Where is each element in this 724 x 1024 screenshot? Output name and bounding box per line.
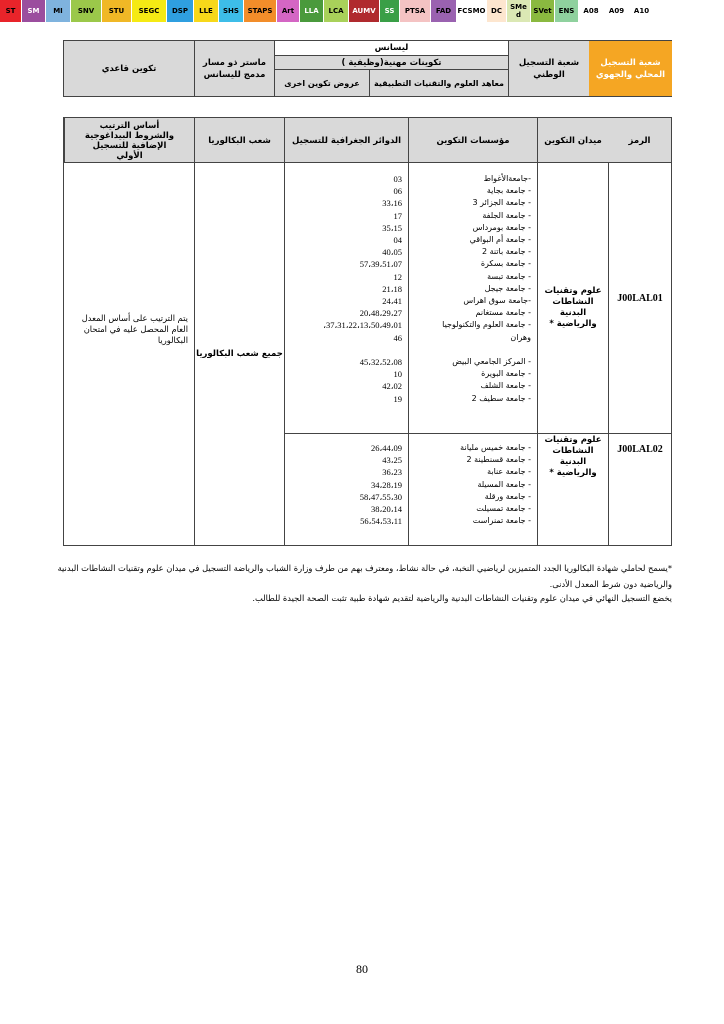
list-item: - جامعة الشلف bbox=[480, 381, 531, 391]
list-item: 26،44،09 bbox=[371, 443, 402, 453]
tab-21[interactable]: ENS bbox=[555, 0, 579, 22]
criteria-cell: يتم الترتيب على أساس المعدل العام المحصل عليه في امتحان البكالوريا bbox=[81, 313, 188, 345]
tab-5[interactable]: SEGC bbox=[132, 0, 167, 22]
row1-institutions-list bbox=[413, 173, 531, 405]
list-item: - جامعة ورقلة bbox=[484, 491, 531, 501]
list-item: 24،41 bbox=[382, 296, 402, 307]
list-item: -جامعةالأغواط bbox=[483, 174, 531, 183]
programs-table bbox=[63, 117, 672, 546]
list-item: - جامعة تمسيلت bbox=[476, 504, 531, 514]
header-integrated-master: ماستر ذو مسار مدمج لليسانس bbox=[194, 41, 274, 96]
list-item: - جامعة الجزائر 3 bbox=[472, 198, 531, 208]
list-item: ،37،31،22،13،50،49،01 bbox=[323, 320, 402, 331]
list-item: - جامعة البويرة bbox=[481, 369, 531, 379]
col-header-field: ميدان التكوين bbox=[537, 118, 608, 163]
list-item: - جامعة تمنراست bbox=[472, 516, 531, 526]
list-item: 40،05 bbox=[382, 247, 402, 258]
tab-1[interactable]: SM bbox=[22, 0, 46, 22]
list-item: - المركز الجامعي البيض bbox=[452, 357, 531, 367]
header-basic-training: تكوين قاعدي bbox=[64, 41, 194, 96]
footnote-line-2: والرياضية دون شرط المعدل الأدنى. bbox=[549, 579, 672, 589]
list-item: 46 bbox=[393, 332, 402, 343]
list-item: 34،28،19 bbox=[371, 479, 402, 490]
list-item: 36،23 bbox=[382, 467, 402, 478]
row2-institutions-list bbox=[413, 442, 531, 527]
col-line bbox=[284, 163, 285, 545]
list-item: - جامعة مستغانم bbox=[475, 308, 531, 318]
tab-9[interactable]: STAPS bbox=[244, 0, 277, 22]
tab-18[interactable]: DC bbox=[487, 0, 507, 22]
header-national: شعبة التسجيل الوطني bbox=[508, 41, 589, 96]
list-item: - جامعة بجاية bbox=[486, 186, 531, 196]
list-item: 57،39،51،07 bbox=[359, 259, 402, 270]
list-item: 38،20،14 bbox=[371, 504, 402, 515]
list-item: 21،18 bbox=[382, 283, 402, 294]
tab-12[interactable]: LCA bbox=[324, 0, 349, 22]
row1-code: J00LAL01 bbox=[617, 292, 663, 304]
list-item: 43،25 bbox=[382, 455, 402, 466]
header-other-offers: عروض تكوين اخرى bbox=[274, 70, 369, 96]
row-divider bbox=[284, 433, 671, 434]
list-item: 19 bbox=[393, 393, 402, 404]
list-item: - جامعة العلوم والتكنولوجيا bbox=[442, 320, 531, 330]
tab-19[interactable]: SMe d bbox=[507, 0, 531, 22]
col-header-criteria: أساس الترتيب والشروط البيداغوجية الإضافية للتسجيل الأولي bbox=[64, 118, 194, 163]
list-item: وهران bbox=[510, 332, 531, 342]
footnote-line-1: *يسمح لحاملي شهادة البكالوريا الجدد المتميزين لرياضيي النخبة، في حالة نشاط، ومعترف بهم من طرف وزارة الشباب والرياضة التسجيل في ميدان علوم وتقنيات النشاطات البدنية bbox=[57, 563, 672, 573]
list-item: 17 bbox=[393, 210, 402, 221]
list-item: 42،02 bbox=[382, 381, 402, 392]
col-header-institutions: مؤسسات التكوين bbox=[408, 118, 537, 163]
row2-code: J00LAL02 bbox=[617, 443, 663, 455]
list-item: 03 bbox=[393, 174, 402, 184]
page-number: 80 bbox=[356, 962, 368, 976]
tab-6[interactable]: DSP bbox=[167, 0, 194, 22]
list-item: - جامعة بومرداس bbox=[472, 222, 531, 232]
list-item: 10 bbox=[393, 369, 402, 380]
list-item: 58،47،55،30 bbox=[359, 491, 402, 502]
domain-tab-strip bbox=[0, 0, 724, 22]
list-item: 06 bbox=[393, 186, 402, 197]
row2-field: علوم وتقنيات النشاطات البدنية والرياضية * bbox=[544, 435, 602, 478]
list-item: - جامعة قسنطينة 2 bbox=[466, 455, 531, 465]
list-item: 35،15 bbox=[382, 222, 402, 233]
list-item: - جامعة سطيف 2 bbox=[471, 393, 531, 403]
col-header-districts: الدوائر الجغرافية للتسجيل bbox=[284, 118, 408, 163]
list-item: 33،16 bbox=[382, 198, 402, 209]
tab-8[interactable]: SHS bbox=[219, 0, 244, 22]
tab-13[interactable]: AUMV bbox=[349, 0, 380, 22]
header-local-regional: شعبة التسجيل المحلي والجهوي bbox=[589, 41, 672, 96]
list-item: 20،48،29،27 bbox=[359, 308, 402, 319]
col-line bbox=[537, 163, 538, 545]
list-item: - جامعة جيجل bbox=[484, 283, 531, 293]
tab-11[interactable]: LLA bbox=[300, 0, 324, 22]
col-header-bac-streams: شعب البكالوريا bbox=[194, 118, 284, 163]
list-item: - جامعة عنابة bbox=[487, 467, 531, 477]
col-line bbox=[408, 163, 409, 545]
tab-3[interactable]: SNV bbox=[71, 0, 102, 22]
list-item bbox=[290, 344, 402, 356]
tab-10[interactable]: Art bbox=[277, 0, 300, 22]
header-professional: تكوينات مهنية(وظيفية ) bbox=[274, 56, 508, 70]
tab-24[interactable]: A10 bbox=[630, 0, 654, 22]
row1-districts-list bbox=[290, 173, 402, 405]
header-institutes: معاهد العلوم والتقنيات التطبيقية bbox=[369, 70, 508, 96]
bac-streams-cell: جميع شعب البكالوريا bbox=[196, 348, 283, 359]
list-item: - جامعة تبسة bbox=[487, 271, 531, 281]
header-table bbox=[63, 40, 672, 97]
tab-0[interactable]: ST bbox=[0, 0, 22, 22]
header-licence: ليسانس bbox=[274, 41, 508, 56]
list-item: - جامعة باتنة 2 bbox=[481, 247, 531, 257]
list-item: - جامعة الجلفة bbox=[482, 210, 531, 220]
list-item bbox=[413, 344, 531, 356]
tab-15[interactable]: PTSA bbox=[400, 0, 431, 22]
tab-2[interactable]: MI bbox=[46, 0, 71, 22]
list-item: 04 bbox=[393, 235, 402, 246]
tab-4[interactable]: STU bbox=[102, 0, 132, 22]
tab-23[interactable]: A09 bbox=[604, 0, 630, 22]
tab-17[interactable]: FCSMO bbox=[457, 0, 487, 22]
list-item: 12 bbox=[393, 271, 402, 282]
row2-districts-list bbox=[290, 442, 402, 527]
footnote-line-3: يخضع التسجيل النهائي في ميدان علوم وتقنيات النشاطات البدنية والرياضية لتقديم شهادة طبية تثبت الصحة الجيدة للطالب. bbox=[252, 593, 672, 603]
list-item: - جامعة خميس مليانة bbox=[460, 443, 531, 452]
tab-16[interactable]: FAD bbox=[431, 0, 457, 22]
list-item: - جامعة بسكرة bbox=[480, 259, 531, 269]
tab-7[interactable]: LLE bbox=[194, 0, 219, 22]
col-header-code: الرمز bbox=[608, 118, 671, 163]
list-item: 45،32،52،08 bbox=[359, 357, 402, 368]
tab-20[interactable]: SVet bbox=[531, 0, 555, 22]
list-item: -جامعة سوق اهراس bbox=[463, 296, 531, 306]
tab-22[interactable]: A08 bbox=[579, 0, 604, 22]
list-item: 56،54،53،11 bbox=[360, 516, 402, 527]
list-item: - جامعة المسيلة bbox=[477, 479, 531, 489]
list-item: - جامعة أم البواقي bbox=[469, 235, 531, 245]
row1-field: علوم وتقنيات النشاطات البدنية والرياضية * bbox=[544, 286, 602, 329]
tab-14[interactable]: SS bbox=[380, 0, 400, 22]
